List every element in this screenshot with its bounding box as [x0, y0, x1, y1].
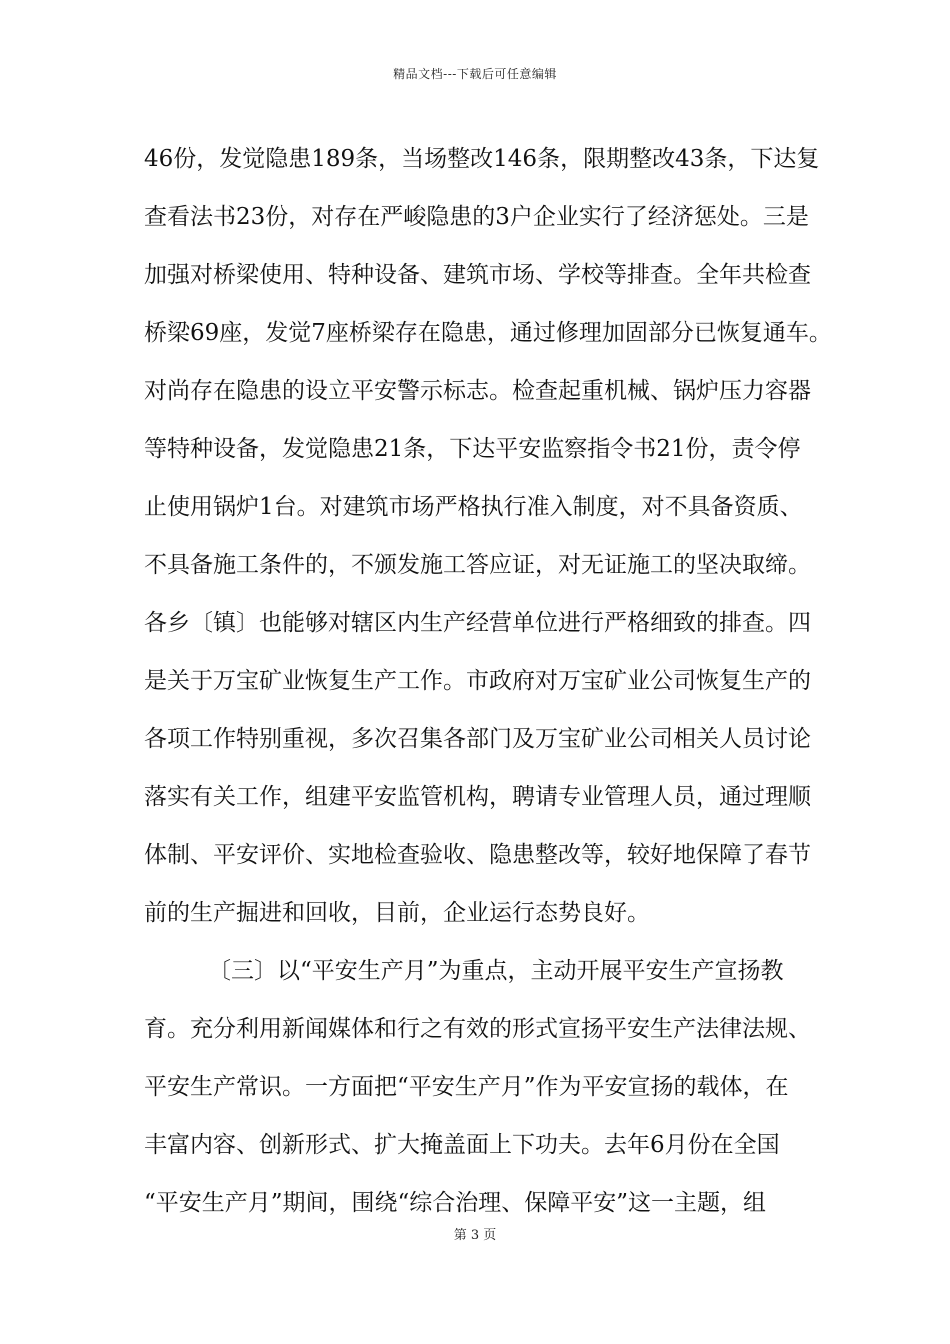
- text-line: 止使用锅炉1台。对建筑市场严格执行准入制度，对不具备资质、: [144, 494, 803, 520]
- document-body: [144, 130, 832, 1232]
- text-line: 加强对桥梁使用、特种设备、建筑市场、学校等排查。全年共检查: [144, 262, 811, 288]
- text-line: 落实有关工作，组建平安监管机构，聘请专业管理人员，通过理顺: [144, 784, 811, 810]
- text-line: 是关于万宝矿业恢复生产工作。市政府对万宝矿业公司恢复生产的: [144, 668, 811, 694]
- page-header: 精品文档---下载后可任意编辑: [393, 67, 557, 81]
- text-line: 丰富内容、创新形式、扩大掩盖面上下功夫。去年6月份在全国: [144, 1132, 780, 1158]
- text-line: 查看法书23份，对存在严峻隐患的3户企业实行了经济惩处。三是: [144, 204, 809, 230]
- text-line: 各乡〔镇〕也能够对辖区内生产经营单位进行严格细致的排查。四: [144, 610, 811, 636]
- text-line: 体制、平安评价、实地检查验收、隐患整改等，较好地保障了春节: [144, 842, 811, 868]
- text-line: 桥梁69座，发觉7座桥梁存在隐患，通过修理加固部分已恢复通车。: [144, 320, 832, 346]
- paragraph-start-line: 〔三〕以“平安生产月”为重点，主动开展平安生产宣扬教: [208, 958, 784, 984]
- text-line: 不具备施工条件的，不颁发施工答应证，对无证施工的坚决取缔。: [144, 552, 811, 578]
- text-line: “平安生产月”期间，围绕“综合治理、保障平安”这一主题，组: [144, 1190, 767, 1216]
- text-line: 前的生产掘进和回收，目前，企业运行态势良好。: [144, 900, 650, 926]
- page-number: 第 3 页: [453, 1228, 497, 1243]
- text-line: 平安生产常识。一方面把“平安生产月”作为平安宣扬的载体，在: [144, 1074, 789, 1100]
- text-line: 等特种设备，发觉隐患21条，下达平安监察指令书21份，责令停: [144, 436, 801, 462]
- text-line: 对尚存在隐患的设立平安警示标志。检查起重机械、锅炉压力容器: [144, 378, 811, 404]
- text-line: 育。充分利用新闻媒体和行之有效的形式宣扬平安生产法律法规、: [144, 1016, 811, 1042]
- text-line: 各项工作特别重视，多次召集各部门及万宝矿业公司相关人员讨论: [144, 726, 811, 752]
- text-line: 46份，发觉隐患189条，当场整改146条，限期整改43条，下达复: [144, 146, 820, 172]
